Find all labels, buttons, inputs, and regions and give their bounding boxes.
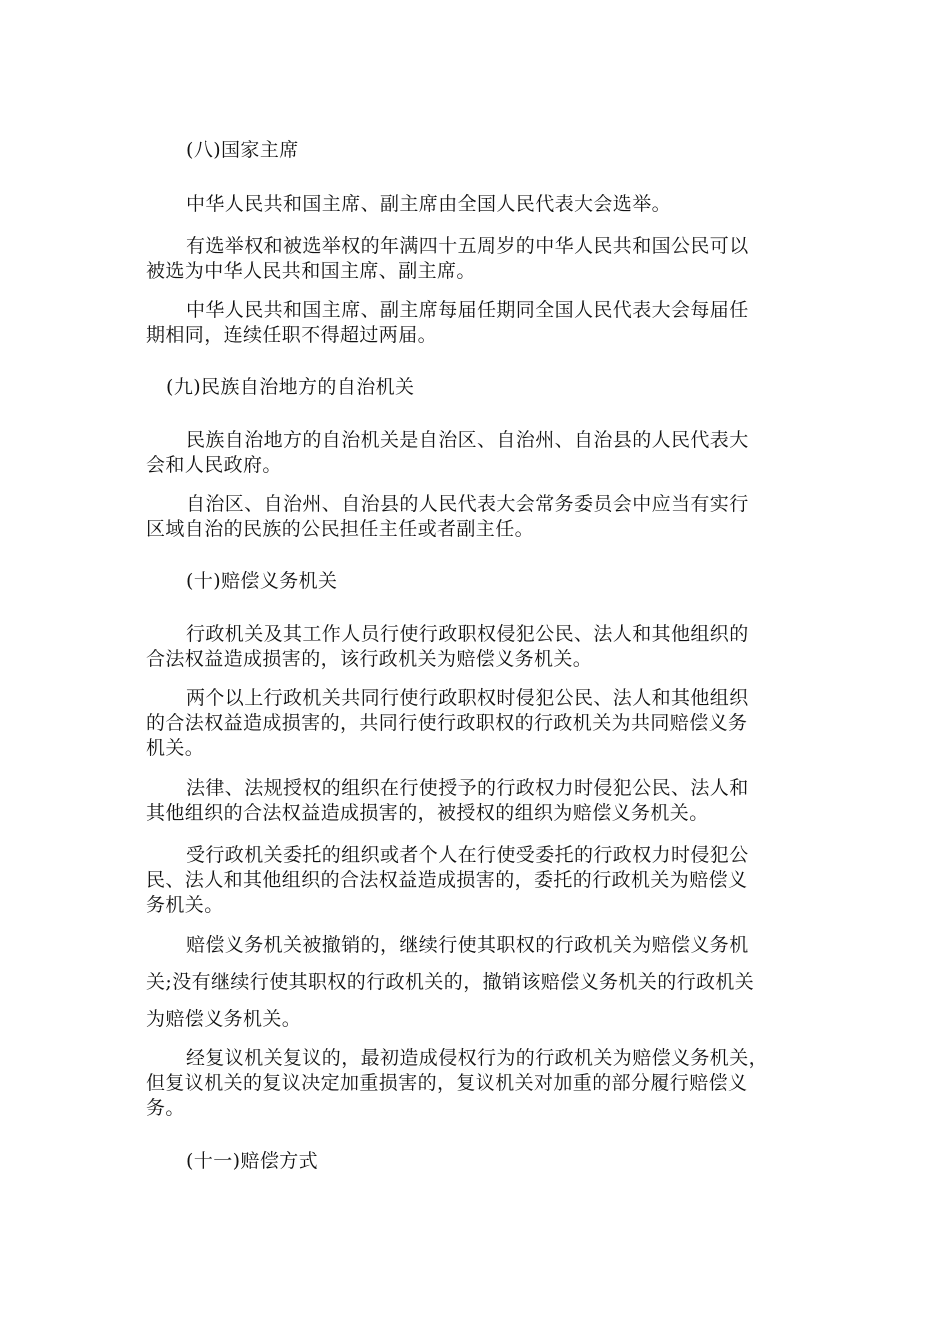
paragraph-line: 民族自治地方的自治机关是自治区、自治州、自治县的人民代表大 — [186, 429, 749, 451]
paragraph-line: 受行政机关委托的组织或者个人在行使受委托的行政权力时侵犯公 — [186, 844, 749, 866]
paragraph-line: 但复议机关的复议决定加重损害的，复议机关对加重的部分履行赔偿义 — [146, 1072, 748, 1094]
section-heading-10: (十)赔偿义务机关 — [186, 570, 338, 592]
paragraph-line: 合法权益造成损害的，该行政机关为赔偿义务机关。 — [146, 648, 593, 670]
paragraph-line: 赔偿义务机关被撤销的，继续行使其职权的行政机关为赔偿义务机 — [186, 934, 749, 956]
paragraph-line: 的合法权益造成损害的，共同行使行政职权的行政机关为共同赔偿义务 — [146, 712, 748, 734]
paragraph-line: 民、法人和其他组织的合法权益造成损害的，委托的行政机关为赔偿义 — [146, 869, 748, 891]
paragraph-line: 经复议机关复议的，最初造成侵权行为的行政机关为赔偿义务机关， — [186, 1047, 769, 1069]
paragraph-line: 区域自治的民族的公民担任主任或者副主任。 — [146, 518, 535, 540]
paragraph-line: 中华人民共和国主席、副主席由全国人民代表大会选举。 — [186, 193, 672, 215]
paragraph-line: 中华人民共和国主席、副主席每届任期同全国人民代表大会每届任 — [186, 299, 749, 321]
paragraph-line: 其他组织的合法权益造成损害的，被授权的组织为赔偿义务机关。 — [146, 802, 709, 824]
paragraph-line: 两个以上行政机关共同行使行政职权时侵犯公民、法人和其他组织 — [186, 687, 749, 709]
section-heading-8: (八)国家主席 — [186, 139, 299, 161]
paragraph-line: 行政机关及其工作人员行使行政职权侵犯公民、法人和其他组织的 — [186, 623, 749, 645]
section-heading-11: (十一)赔偿方式 — [186, 1150, 319, 1172]
paragraph-line: 会和人民政府。 — [146, 454, 282, 476]
paragraph-line: 被选为中华人民共和国主席、副主席。 — [146, 260, 476, 282]
paragraph-line: 关;没有继续行使其职权的行政机关的，撤销该赔偿义务机关的行政机关 — [146, 971, 755, 993]
paragraph-line: 机关。 — [146, 737, 205, 759]
paragraph-line: 期相同，连续任职不得超过两届。 — [146, 324, 438, 346]
paragraph-line: 务机关。 — [146, 894, 224, 916]
paragraph-line: 自治区、自治州、自治县的人民代表大会常务委员会中应当有实行 — [186, 493, 749, 515]
paragraph-line: 务。 — [146, 1097, 185, 1119]
section-heading-9: (九)民族自治地方的自治机关 — [166, 376, 415, 398]
paragraph-line: 有选举权和被选举权的年满四十五周岁的中华人民共和国公民可以 — [186, 235, 749, 257]
paragraph-line: 法律、法规授权的组织在行使授予的行政权力时侵犯公民、法人和 — [186, 777, 749, 799]
paragraph-line: 为赔偿义务机关。 — [146, 1008, 302, 1030]
